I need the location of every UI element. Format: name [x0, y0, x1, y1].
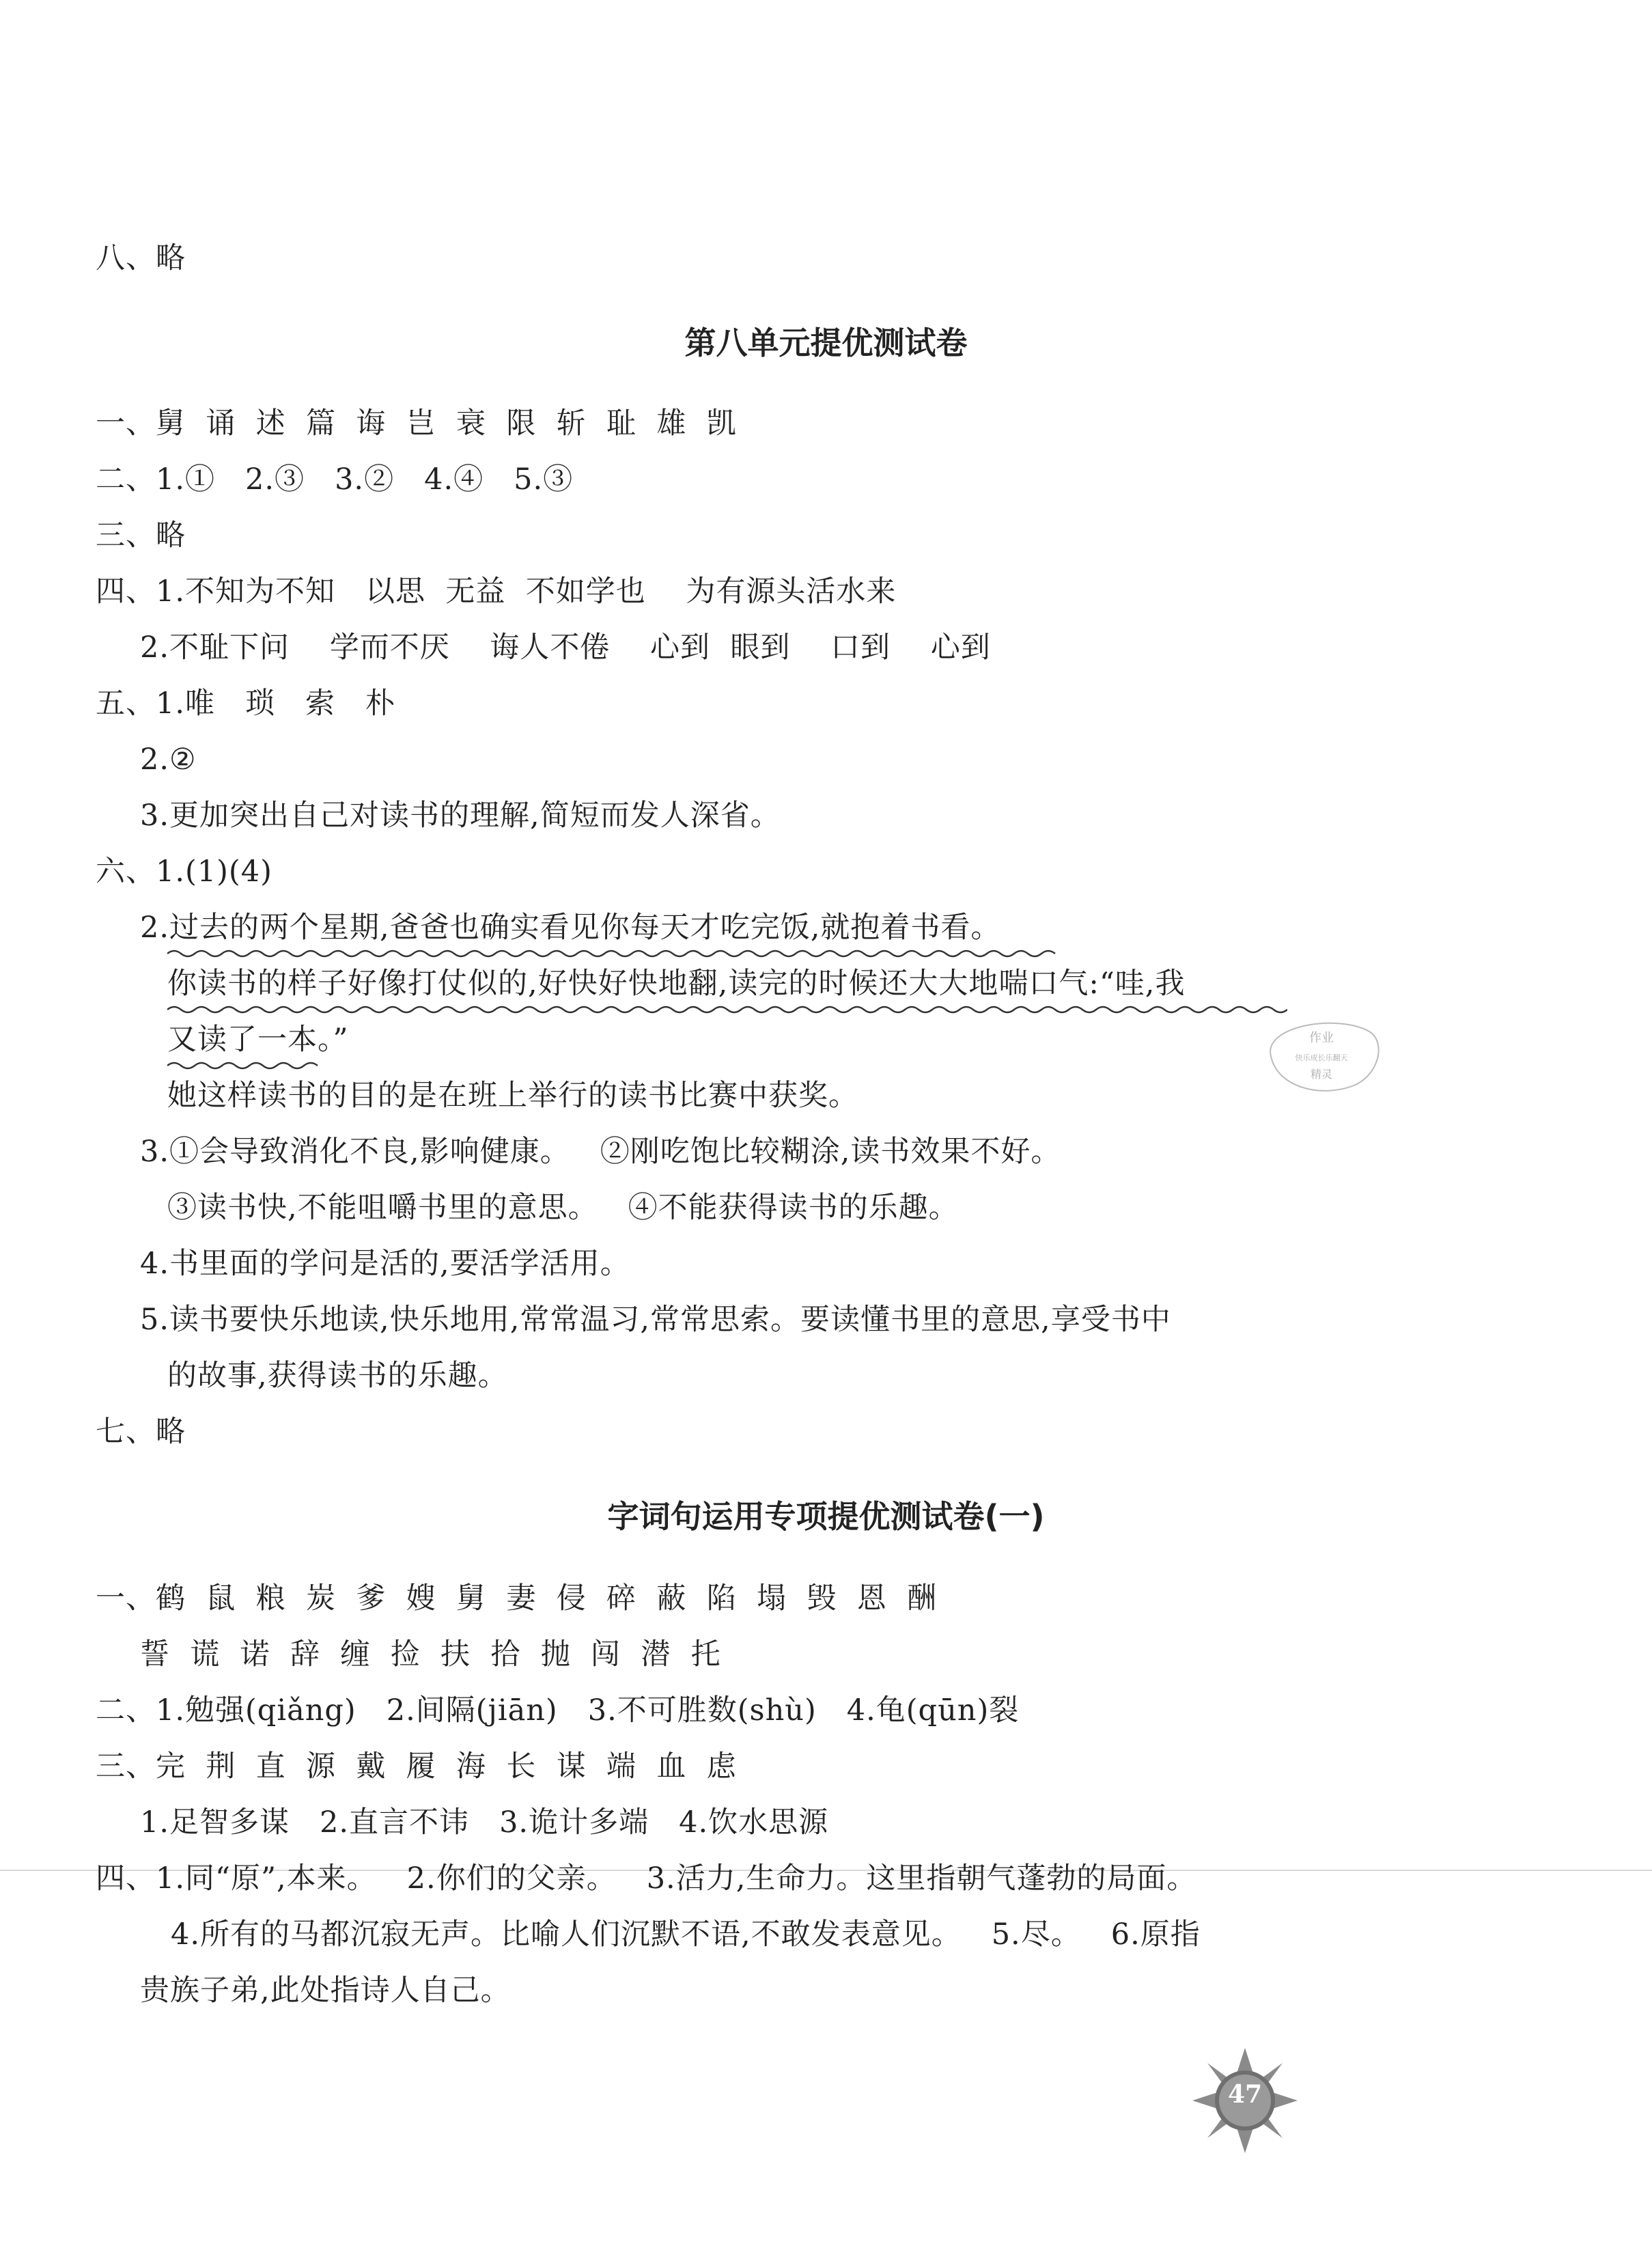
answer-line: 四、1.同“原”,本来。 2.你们的父亲。 3.活力,生命力。这里指朝气蓬勃的局面。: [96, 1861, 1197, 1896]
answer-line: 四、1.不知为不知 以思 无益 不如学也 为有源头活水来: [96, 574, 897, 609]
answer-line: 八、略: [96, 241, 186, 275]
wavy-underline: [167, 1060, 324, 1071]
section-heading-unit8: 第八单元提优测试卷: [684, 324, 968, 361]
answer-line: 2.过去的两个星期,爸爸也确实看见你每天才吃完饭,就抱着书看。: [140, 911, 1001, 945]
answer-line: 2.不耻下问 学而不厌 诲人不倦 心到 眼到 口到 心到: [140, 630, 991, 665]
answer-line: 誓 谎 诺 辞 缠 捡 扶 拾 抛 闯 潜 托: [140, 1637, 721, 1672]
answer-line: 七、略: [96, 1415, 186, 1449]
answer-line: 贵族子弟,此处指诗人自己。: [140, 1973, 511, 2008]
answer-line: 4.所有的马都沉寂无声。比喻人们沉默不语,不敢发表意见。 5.尽。 6.原指: [171, 1917, 1201, 1952]
wavy-underline: [167, 1004, 1287, 1015]
answer-line: 你读书的样子好像打仗似的,好快好快地翻,读完的时候还大大地喘口气:“哇,我: [167, 967, 1186, 1001]
answer-line: 三、略: [96, 518, 186, 553]
section-heading-words: 字词句运用专项提优测试卷(一): [607, 1498, 1045, 1535]
answer-line: 五、1.唯 琐 索 朴: [96, 687, 396, 721]
answer-line: 5.读书要快乐地读,快乐地用,常常温习,常常思索。要读懂书里的意思,享受书中: [140, 1303, 1171, 1337]
answer-line: 一、舅 诵 述 篇 诲 岂 衰 限 斩 耻 雄 凯: [96, 406, 737, 441]
answer-line: 的故事,获得读书的乐趣。: [167, 1359, 508, 1393]
answer-line: 二、1.勉强(qiǎng) 2.间隔(jiān) 3.不可胜数(shù) 4.龟(qūn)裂: [96, 1693, 1020, 1728]
answer-line: 2.②: [140, 743, 197, 777]
answer-line: 4.书里面的学问是活的,要活学活用。: [140, 1247, 630, 1281]
svg-text:快乐成长乐翻天: 快乐成长乐翻天: [1295, 1053, 1348, 1062]
svg-text:作业: 作业: [1309, 1031, 1334, 1045]
wavy-underline: [167, 948, 1062, 959]
answer-line: 一、鹤 鼠 粮 炭 爹 嫂 舅 妻 侵 碎 蔽 陷 塌 毁 恩 酬: [96, 1581, 938, 1616]
answer-line: 二、1.① 2.③ 3.② 4.④ 5.③: [96, 462, 574, 497]
watermark-stamp: [1257, 1011, 1386, 1100]
answer-line: 3.更加突出自己对读书的理解,简短而发人深省。: [140, 799, 781, 833]
answer-line: 3.①会导致消化不良,影响健康。 ②刚吃饱比较糊涂,读书效果不好。: [140, 1135, 1061, 1169]
svg-text:精灵: 精灵: [1310, 1068, 1333, 1081]
answer-line: 她这样读书的目的是在班上举行的读书比赛中获奖。: [167, 1079, 858, 1113]
answer-line: 又读了一本。”: [167, 1023, 349, 1057]
answer-line: ③读书快,不能咀嚼书里的意思。 ④不能获得读书的乐趣。: [167, 1191, 959, 1225]
page-number: 47: [1227, 2080, 1263, 2109]
answer-line: 六、1.(1)(4): [96, 855, 272, 889]
answer-line: 三、完 荆 直 源 戴 履 海 长 谋 端 血 虑: [96, 1749, 737, 1784]
answer-line: 1.足智多谋 2.直言不讳 3.诡计多端 4.饮水思源: [140, 1805, 829, 1840]
